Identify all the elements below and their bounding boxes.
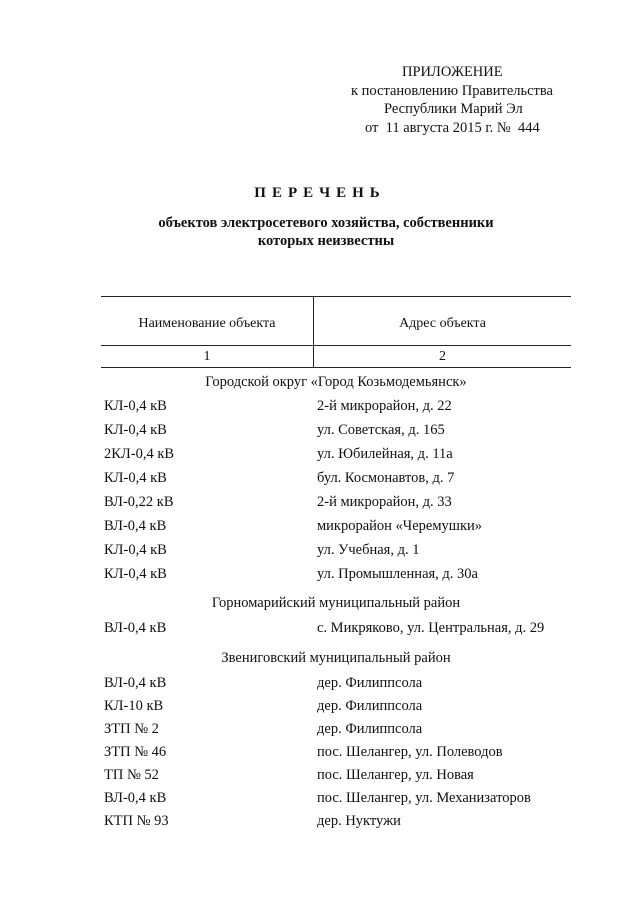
table-number-rule: [101, 367, 571, 368]
row-address: дер. Филиппсола: [317, 721, 423, 737]
column-number-2: 2: [439, 349, 446, 364]
column-header-object-address: Адрес объекта: [399, 316, 486, 331]
row-address: дер. Филиппсола: [317, 698, 423, 714]
annex-heading: ПРИЛОЖЕНИЕ: [402, 64, 503, 80]
row-address: ул. Советская, д. 165: [317, 422, 445, 438]
row-name: ЗТП № 2: [104, 721, 159, 737]
row-name: 2КЛ-0,4 кВ: [104, 446, 175, 462]
column-header-object-name: Наименование объекта: [138, 316, 276, 331]
row-name: КЛ-10 кВ: [104, 698, 164, 714]
subtitle-line-1: объектов электросетевого хозяйства, собственники: [158, 215, 494, 231]
row-address: ул. Промышленная, д. 30а: [317, 566, 478, 582]
document-title: ПЕРЕЧЕНЬ: [254, 185, 386, 201]
row-name: ВЛ-0,22 кВ: [104, 494, 174, 510]
row-name: КЛ-0,4 кВ: [104, 566, 167, 582]
row-name: КЛ-0,4 кВ: [104, 398, 167, 414]
row-address: 2-й микрорайон, д. 22: [317, 398, 452, 414]
row-name: КЛ-0,4 кВ: [104, 542, 167, 558]
row-address: с. Микряково, ул. Центральная, д. 29: [317, 620, 545, 636]
row-name: ЗТП № 46: [104, 744, 167, 760]
row-address: микрорайон «Черемушки»: [317, 518, 483, 534]
row-name: КЛ-0,4 кВ: [104, 422, 167, 438]
table-top-rule: [101, 296, 571, 297]
row-address: пос. Шелангер, ул. Новая: [317, 767, 474, 783]
row-address: дер. Филиппсола: [317, 675, 423, 691]
row-address: ул. Учебная, д. 1: [317, 542, 420, 558]
annex-line-resolution: к постановлению Правительства: [351, 83, 553, 99]
column-number-1: 1: [203, 349, 211, 364]
row-name: КЛ-0,4 кВ: [104, 470, 167, 486]
row-address: пос. Шелангер, ул. Полеводов: [317, 744, 503, 760]
group-title: Горномарийский муниципальный район: [211, 595, 461, 611]
row-address: бул. Космонавтов, д. 7: [317, 470, 455, 486]
row-name: КТП № 93: [104, 813, 169, 829]
table-header-rule: [101, 345, 571, 346]
row-name: ВЛ-0,4 кВ: [104, 518, 167, 534]
annex-line-republic: Республики Марий Эл: [384, 101, 523, 117]
group-title: Городской округ «Город Козьмодемьянск»: [205, 374, 467, 390]
group-title: Звениговский муниципальный район: [221, 650, 451, 666]
row-name: ВЛ-0,4 кВ: [104, 620, 167, 636]
row-name: ВЛ-0,4 кВ: [104, 790, 167, 806]
annex-line-date-number: от 11 августа 2015 г. № 444: [365, 120, 540, 136]
row-name: ТП № 52: [104, 767, 159, 783]
row-address: 2-й микрорайон, д. 33: [317, 494, 452, 510]
row-address: ул. Юбилейная, д. 11а: [317, 446, 453, 462]
row-address: пос. Шелангер, ул. Механизаторов: [317, 790, 531, 806]
row-name: ВЛ-0,4 кВ: [104, 675, 167, 691]
row-address: дер. Нуктужи: [317, 813, 401, 829]
subtitle-line-2: которых неизвестны: [257, 233, 395, 249]
